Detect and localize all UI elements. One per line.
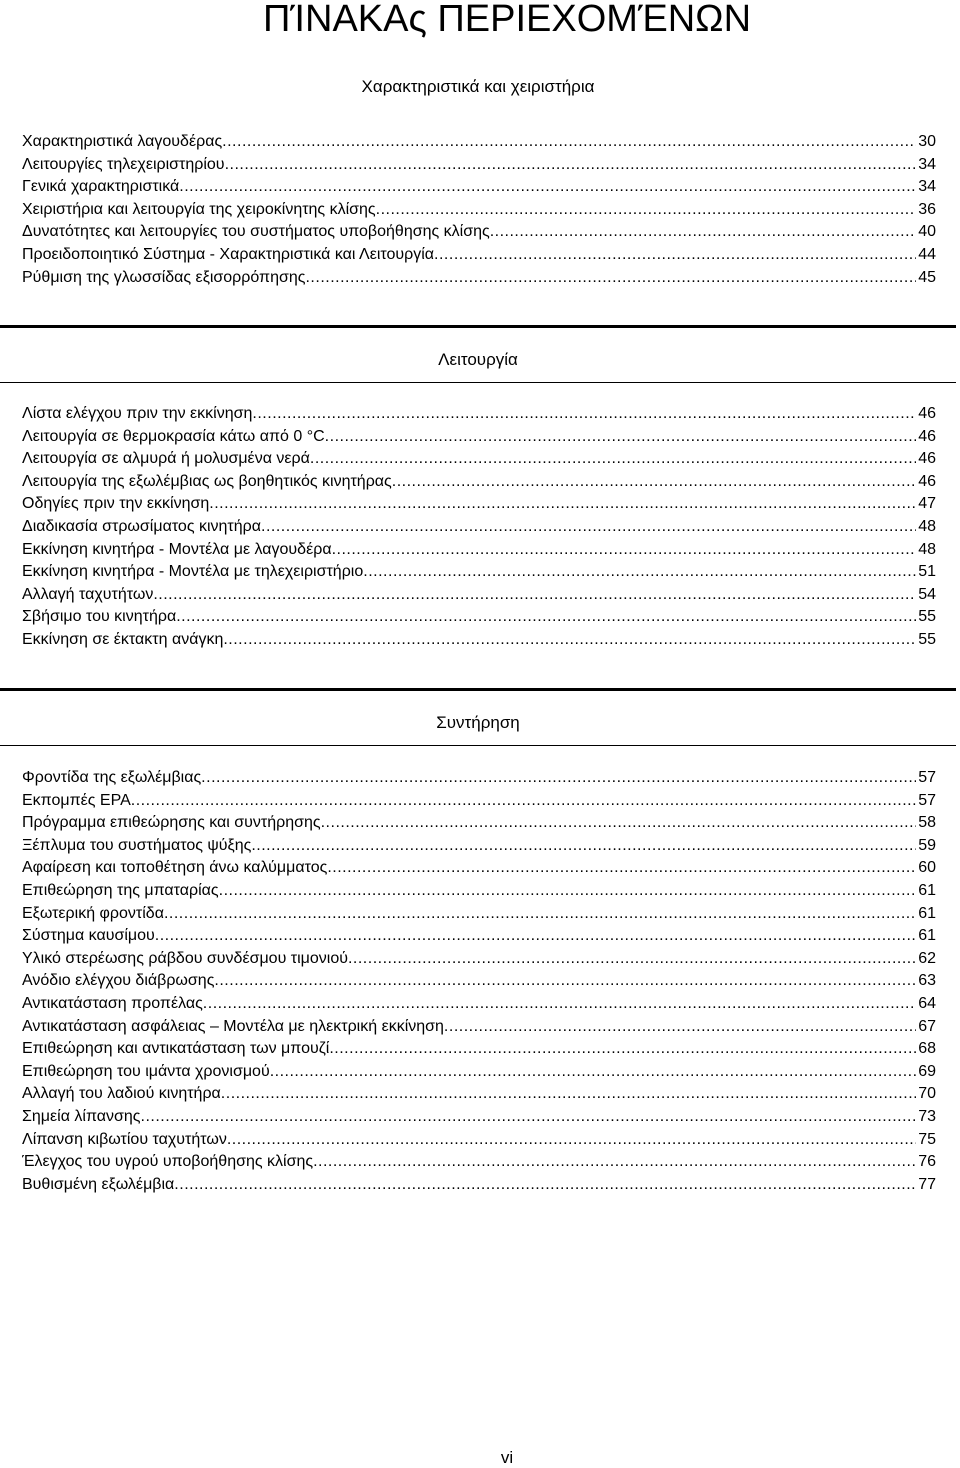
- toc-entry[interactable]: [22, 1016, 936, 1039]
- dot-leader: [251, 835, 916, 858]
- dot-leader: [392, 471, 916, 494]
- dot-leader: [434, 244, 916, 267]
- toc-entry-page: 44: [918, 245, 936, 263]
- toc-entry[interactable]: [22, 176, 936, 199]
- toc-entry-title: Βυθισμένη εξωλέμβια: [22, 1175, 175, 1193]
- dot-leader: [201, 767, 916, 790]
- toc-entry-page: 75: [918, 1130, 936, 1148]
- toc-entry[interactable]: [22, 448, 936, 471]
- toc-entry[interactable]: [22, 561, 936, 584]
- page-title: ΠΊΝΑΚΑς ΠΕΡΙΕΧΟΜΈΝΩΝ: [262, 0, 752, 40]
- toc-entry-page: 48: [918, 517, 936, 535]
- dot-leader: [203, 993, 916, 1016]
- toc-entry[interactable]: [22, 1061, 936, 1084]
- toc-entry-page: 61: [918, 927, 936, 945]
- toc-entry[interactable]: [22, 790, 936, 813]
- toc-entry[interactable]: [22, 426, 936, 449]
- toc-entry[interactable]: [22, 993, 936, 1016]
- toc-entry-page: 30: [918, 133, 936, 150]
- dot-leader: [252, 403, 916, 426]
- toc-entry-title: Σβήσιμο του κινητήρα: [22, 608, 177, 626]
- toc-entry-page: 46: [918, 472, 936, 490]
- dot-leader: [321, 812, 917, 835]
- page-number: vi: [500, 1448, 514, 1467]
- toc-entry[interactable]: [22, 493, 936, 516]
- dot-leader: [327, 857, 916, 880]
- toc-entry-page: 48: [918, 540, 936, 558]
- toc-entry-title: Λίπανση κιβωτίου ταχυτήτων: [22, 1130, 227, 1148]
- toc-entry-page: 60: [918, 859, 936, 877]
- toc-entry[interactable]: [22, 131, 936, 154]
- toc-entry[interactable]: [22, 244, 936, 267]
- dot-leader: [444, 1016, 916, 1039]
- dot-leader: [179, 176, 916, 199]
- section-rule-bottom: [0, 382, 956, 383]
- dot-leader: [261, 516, 916, 539]
- toc-entry[interactable]: [22, 970, 936, 993]
- toc-entry[interactable]: [22, 1129, 936, 1152]
- toc-entry-page: 58: [918, 814, 936, 832]
- toc-entry-title: Πρόγραμμα επιθεώρησης και συντήρησης: [22, 814, 321, 832]
- toc-entry-page: 55: [918, 630, 936, 648]
- toc-entry-title: Ρύθμιση της γλωσσίδας εξισορρόπησης: [22, 268, 306, 286]
- dot-leader: [155, 925, 916, 948]
- dot-leader: [176, 606, 916, 629]
- toc-entry-page: 63: [918, 972, 936, 990]
- toc-list: [22, 131, 936, 289]
- toc-entry[interactable]: [22, 1038, 936, 1061]
- toc-entry[interactable]: [22, 154, 936, 177]
- toc-entry-title: Εκκίνηση κινητήρα - Μοντέλα με λαγουδέρα: [22, 540, 332, 558]
- toc-entry-page: 70: [918, 1085, 936, 1103]
- toc-entry-title: Αλλαγή ταχυτήτων: [22, 585, 154, 603]
- toc-entry-title: Επιθεώρηση της μπαταρίας: [22, 881, 219, 899]
- dot-leader: [310, 448, 916, 471]
- toc-entry[interactable]: [22, 812, 936, 835]
- toc-entry[interactable]: [22, 267, 936, 290]
- dot-leader: [219, 880, 917, 903]
- dot-leader: [376, 199, 917, 222]
- toc-entry-page: 73: [918, 1107, 936, 1125]
- section-heading: Συντήρηση: [436, 713, 520, 732]
- toc-entry-page: 46: [918, 405, 936, 422]
- section-heading: Χαρακτηριστικά και χειριστήρια: [361, 77, 595, 96]
- toc-entry[interactable]: [22, 880, 936, 903]
- dot-leader: [270, 1061, 917, 1084]
- toc-entry-title: Επιθεώρηση του ιμάντα χρονισμού: [22, 1062, 270, 1080]
- dot-leader: [313, 1151, 916, 1174]
- toc-entry-title: Αντικατάσταση ασφάλειας – Μοντέλα με ηλεκτρική εκκίνηση: [22, 1017, 444, 1035]
- dot-leader: [305, 267, 916, 290]
- toc-entry-page: 61: [918, 881, 936, 899]
- toc-entry-page: 54: [918, 585, 936, 603]
- toc-entry-page: 46: [918, 450, 936, 468]
- toc-entry-title: Προειδοποιητικό Σύστημα - Χαρακτηριστικά και Λειτουργία: [22, 245, 435, 263]
- dot-leader: [214, 970, 916, 993]
- dot-leader: [221, 1083, 916, 1106]
- toc-entry-title: Εκπομπές EPA: [22, 791, 131, 809]
- toc-entry[interactable]: [22, 199, 936, 222]
- toc-entry[interactable]: [22, 767, 936, 790]
- toc-entry-title: Σημεία λίπανσης: [22, 1107, 141, 1125]
- toc-entry[interactable]: [22, 857, 936, 880]
- dot-leader: [131, 790, 916, 813]
- toc-entry[interactable]: [22, 629, 936, 652]
- toc-entry-title: Αντικατάσταση προπέλας: [22, 994, 203, 1012]
- toc-entry-page: 68: [918, 1040, 936, 1058]
- toc-entry[interactable]: [22, 948, 936, 971]
- toc-entry-title: Έλεγχος του υγρού υποβοήθησης κλίσης: [22, 1153, 314, 1171]
- section-rule-top: [0, 688, 956, 691]
- section-rule-top: [0, 325, 956, 328]
- toc-entry-page: 64: [918, 994, 936, 1012]
- toc-entry-page: 45: [918, 268, 936, 286]
- dot-leader: [223, 629, 916, 652]
- toc-entry[interactable]: [22, 403, 936, 426]
- toc-entry-title: Λειτουργία σε θερμοκρασία κάτω από 0 °C: [22, 427, 325, 445]
- toc-entry-page: 40: [918, 223, 936, 241]
- toc-entry[interactable]: [22, 1151, 936, 1174]
- toc-entry[interactable]: [22, 539, 936, 562]
- toc-entry-title: Ξέπλυμα του συστήματος ψύξης: [22, 836, 252, 854]
- dot-leader: [225, 154, 917, 177]
- toc-entry-title: Οδηγίες πριν την εκκίνηση: [22, 495, 210, 513]
- dot-leader: [227, 1129, 916, 1152]
- dot-leader: [153, 584, 916, 607]
- toc-entry-page: 55: [918, 608, 936, 626]
- dot-leader: [164, 903, 916, 926]
- toc-entry[interactable]: [22, 516, 936, 539]
- toc-entry-page: 36: [918, 200, 936, 218]
- toc-entry-title: Εκκίνηση σε έκτακτη ανάγκη: [22, 630, 224, 648]
- toc-entry[interactable]: [22, 471, 936, 494]
- toc-entry-page: 76: [918, 1153, 936, 1171]
- toc-entry-title: Χειριστήρια και λειτουργία της χειροκίνητης κλίσης: [22, 200, 376, 218]
- dot-leader: [332, 539, 917, 562]
- dot-leader: [141, 1106, 917, 1129]
- toc-entry[interactable]: [22, 584, 936, 607]
- toc-entry-title: Λειτουργία σε αλμυρά ή μολυσμένα νερά: [22, 450, 310, 468]
- toc-entry-page: 61: [918, 904, 936, 922]
- toc-entry-title: Εκκίνηση κινητήρα - Μοντέλα με τηλεχειριστήριο: [22, 563, 364, 581]
- toc-entry[interactable]: [22, 835, 936, 858]
- toc-entry-title: Γενικά χαρακτηριστικά: [22, 178, 180, 196]
- dot-leader: [325, 426, 917, 449]
- toc-entry-title: Χαρακτηριστικά λαγουδέρας: [22, 133, 223, 150]
- toc-entry-page: 69: [918, 1062, 936, 1080]
- toc-entry-title: Σύστημα καυσίμου: [22, 927, 155, 945]
- toc-entry-page: 34: [918, 178, 936, 196]
- dot-leader: [174, 1174, 916, 1197]
- toc-entry[interactable]: [22, 1174, 936, 1197]
- toc-entry[interactable]: [22, 903, 936, 926]
- toc-list: [22, 767, 936, 1196]
- toc-entry-title: Αλλαγή του λαδιού κινητήρα: [22, 1085, 221, 1103]
- toc-entry-title: Ανόδιο ελέγχου διάβρωσης: [22, 972, 215, 990]
- toc-entry-title: Εξωτερική φροντίδα: [22, 904, 164, 922]
- toc-entry-page: 46: [918, 427, 936, 445]
- toc-entry-title: Λίστα ελέγχου πριν την εκκίνηση: [22, 405, 253, 422]
- toc-entry[interactable]: [22, 221, 936, 244]
- toc-entry-title: Λειτουργία της εξωλέμβιας ως βοηθητικός κινητήρας: [22, 472, 392, 490]
- toc-entry-page: 57: [918, 791, 936, 809]
- dot-leader: [348, 948, 916, 971]
- dot-leader: [329, 1038, 916, 1061]
- toc-entry[interactable]: [22, 925, 936, 948]
- toc-entry-page: 34: [918, 155, 936, 173]
- toc-entry-title: Υλικό στερέωσης ράβδου συνδέσμου τιμονιού: [22, 949, 348, 967]
- toc-entry-page: 51: [918, 563, 936, 581]
- toc-entry-title: Φροντίδα της εξωλέμβιας: [22, 769, 202, 786]
- dot-leader: [222, 131, 916, 154]
- toc-entry-title: Αφαίρεση και τοποθέτηση άνω καλύμματος: [22, 859, 328, 877]
- toc-entry[interactable]: [22, 606, 936, 629]
- toc-entry-page: 62: [918, 949, 936, 967]
- dot-leader: [490, 221, 917, 244]
- section-rule-bottom: [0, 745, 956, 746]
- dot-leader: [363, 561, 916, 584]
- toc-entry-page: 67: [918, 1017, 936, 1035]
- toc-entry[interactable]: [22, 1106, 936, 1129]
- toc-entry-page: 57: [918, 769, 936, 786]
- section-heading: Λειτουργία: [438, 350, 518, 369]
- toc-entry-title: Διαδικασία στρωσίματος κινητήρα: [22, 517, 261, 535]
- toc-entry-title: Επιθεώρηση και αντικατάσταση των μπουζί: [22, 1040, 330, 1058]
- toc-entry-page: 59: [918, 836, 936, 854]
- dot-leader: [209, 493, 916, 516]
- toc-entry[interactable]: [22, 1083, 936, 1106]
- toc-entry-title: Δυνατότητες και λειτουργίες του συστήματος υποβοήθησης κλίσης: [22, 223, 490, 241]
- toc-entry-page: 77: [918, 1175, 936, 1193]
- toc-list: [22, 403, 936, 652]
- toc-entry-page: 47: [918, 495, 936, 513]
- toc-entry-title: Λειτουργίες τηλεχειριστηρίου: [22, 155, 225, 173]
